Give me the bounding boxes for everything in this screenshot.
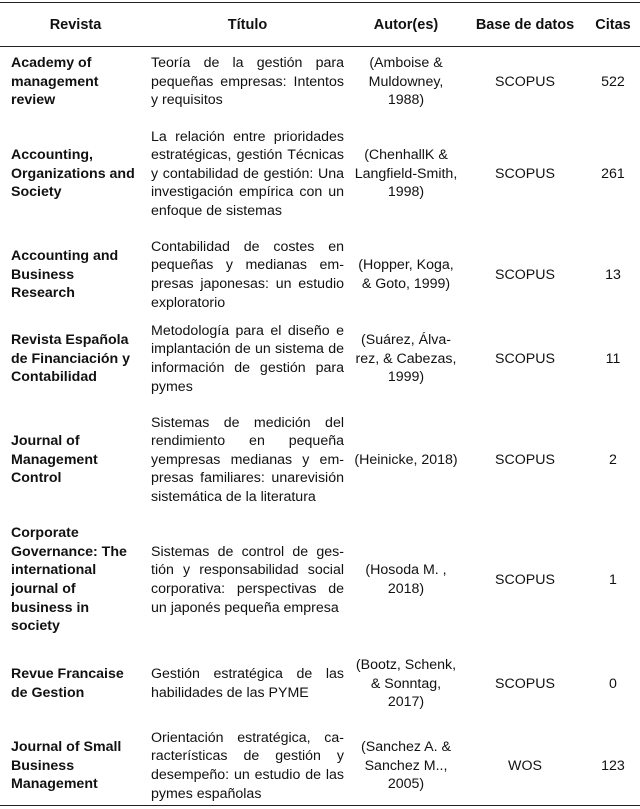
- cell-revista: Accounting, Organizations and Society: [11, 147, 135, 201]
- cell-autores: (Suárez, Álvarez, & Cabezas, 1999): [355, 332, 457, 386]
- cell-autores: (Sanchez A. & Sanchez M.., 2005): [361, 739, 451, 793]
- cell-titulo: Sistemas de control de gestión y responsabilidad social corporativa: perspectivas de un japonés pequeña empresa: [151, 543, 344, 616]
- cell-citas: 0: [609, 675, 617, 692]
- cell-autores: (Hosoda M. , 2018): [365, 562, 447, 597]
- cell-autores: (Heinicke, 2018): [354, 451, 458, 468]
- cell-revista: Corporate Governance: The international journal of business in society: [11, 525, 127, 635]
- cell-titulo: Gestión estratégica de las habilidades de las PYME: [151, 666, 344, 701]
- cell-titulo: La relación entre prioridades estratégicas, gestión Técnicas y contabilidad de gestión: Una investigación empírica con un enfoque de sistemas: [151, 128, 344, 219]
- cell-autores: (Hopper, Koga, & Goto, 1999): [358, 257, 454, 292]
- cell-citas: 261: [601, 165, 625, 182]
- cell-citas: 11: [605, 350, 621, 367]
- cell-base-datos: SCOPUS: [495, 165, 555, 182]
- cell-titulo: Metodología para el diseño e implantación de un sistema de información de gestión para pymes: [151, 322, 344, 395]
- cell-citas: 13: [605, 266, 621, 283]
- header-titulo: Título: [227, 16, 268, 33]
- header-autores: Autor(es): [373, 16, 439, 33]
- header-rule: [0, 46, 640, 47]
- cell-revista: Revista Española de Financiación y Contabilidad: [11, 332, 131, 386]
- top-rule: [0, 2, 640, 3]
- cell-base-datos: SCOPUS: [495, 571, 555, 588]
- cell-base-datos: SCOPUS: [495, 73, 555, 90]
- cell-revista: Academy of management review: [11, 55, 99, 109]
- cell-base-datos: SCOPUS: [495, 675, 555, 692]
- cell-revista: Accounting and Business Research: [11, 248, 119, 302]
- cell-titulo: Contabilidad de costes en pequeñas y medianas empresas japonesas: un estudio exploratorio: [151, 238, 344, 311]
- cell-revista: Revue Francaise de Gestion: [11, 666, 124, 701]
- header-base-datos: Base de datos: [475, 16, 575, 33]
- bottom-rule: [0, 805, 640, 806]
- cell-autores: (Amboise & Muldowney, 1988): [368, 55, 444, 109]
- cell-autores: (ChenhallK & Langfield-Smith, 1998): [354, 147, 458, 201]
- cell-base-datos: WOS: [508, 757, 542, 774]
- cell-revista: Journal of Small Business Management: [11, 739, 122, 793]
- cell-citas: 522: [601, 73, 625, 90]
- cell-citas: 123: [601, 757, 625, 774]
- header-revista: Revista: [49, 16, 102, 33]
- cell-revista: Journal of Management Control: [11, 433, 98, 487]
- cell-base-datos: SCOPUS: [495, 350, 555, 367]
- cell-citas: 1: [609, 571, 617, 588]
- cell-titulo: Teoría de la gestión para pequeñas empresas: Intentos y requisitos: [151, 55, 344, 109]
- cell-base-datos: SCOPUS: [495, 266, 555, 283]
- cell-autores: (Bootz, Schenk, & Sonntag, 2017): [355, 657, 457, 711]
- header-citas: Citas: [595, 16, 631, 33]
- cell-titulo: Sistemas de medición del rendimiento en pequeña yempresas medianas y empresas familiares: unarevisión sistemática de la literatura: [151, 414, 344, 505]
- cell-citas: 2: [609, 451, 617, 468]
- cell-titulo: Orientación estratégica, características de gestión y desempeño: un estudio de las pymes españolas: [151, 729, 344, 802]
- cell-base-datos: SCOPUS: [495, 451, 555, 468]
